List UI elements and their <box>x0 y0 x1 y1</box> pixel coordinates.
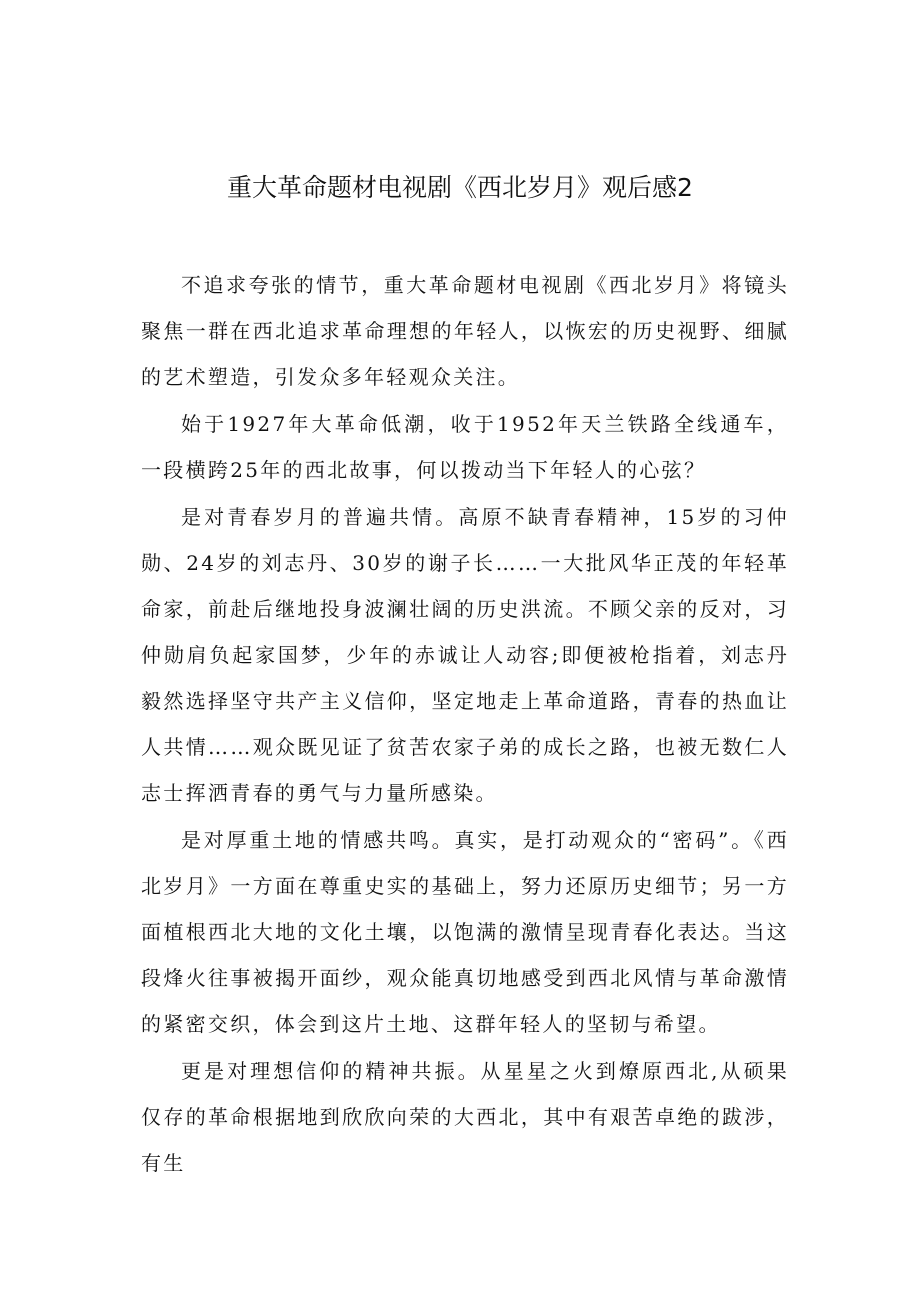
paragraph-5: 更是对理想信仰的精神共振。从星星之火到燎原西北,从硕果仅存的革命根据地到欣欣向荣的大西北，其中有艰苦卓绝的跋涉，有生 <box>141 1059 789 1175</box>
paragraph-2: 始于1927年大革命低潮，收于1952年天兰铁路全线通车，一段横跨25年的西北故事，何以拨动当下年轻人的心弦？ <box>141 412 789 482</box>
document-body <box>141 262 789 1187</box>
paragraph-3: 是对青春岁月的普遍共情。高原不缺青春精神，15岁的习仲勋、24岁的刘志丹、30岁的谢子长……一大批风华正茂的年轻革命家，前赴后继地投身波澜壮阔的历史洪流。不顾父亲的反对，习仲勋肩负起家国梦，少年的赤诚让人动容;即便被枪指着，刘志丹毅然选择坚守共产主义信仰，坚定地走上革命道路，青春的热血让人共情……观众既见证了贫苦农家子弟的成长之路，也被无数仁人志士挥洒青春的勇气与力量所感染。 <box>141 505 789 805</box>
paragraph-4: 是对厚重土地的情感共鸣。真实，是打动观众的“密码”。《西北岁月》一方面在尊重史实的基础上，努力还原历史细节；另一方面植根西北大地的文化土壤，以饱满的激情呈现青春化表达。当这段烽火往事被揭开面纱，观众能真切地感受到西北风情与革命激情的紧密交织，体会到这片土地、这群年轻人的坚韧与希望。 <box>141 828 789 1036</box>
paragraph-1: 不追求夸张的情节，重大革命题材电视剧《西北岁月》将镜头聚焦一群在西北追求革命理想的年轻人，以恢宏的历史视野、细腻的艺术塑造，引发众多年轻观众关注。 <box>141 273 789 389</box>
document-title: 重大革命题材电视剧《西北岁月》观后感2 <box>227 173 693 202</box>
